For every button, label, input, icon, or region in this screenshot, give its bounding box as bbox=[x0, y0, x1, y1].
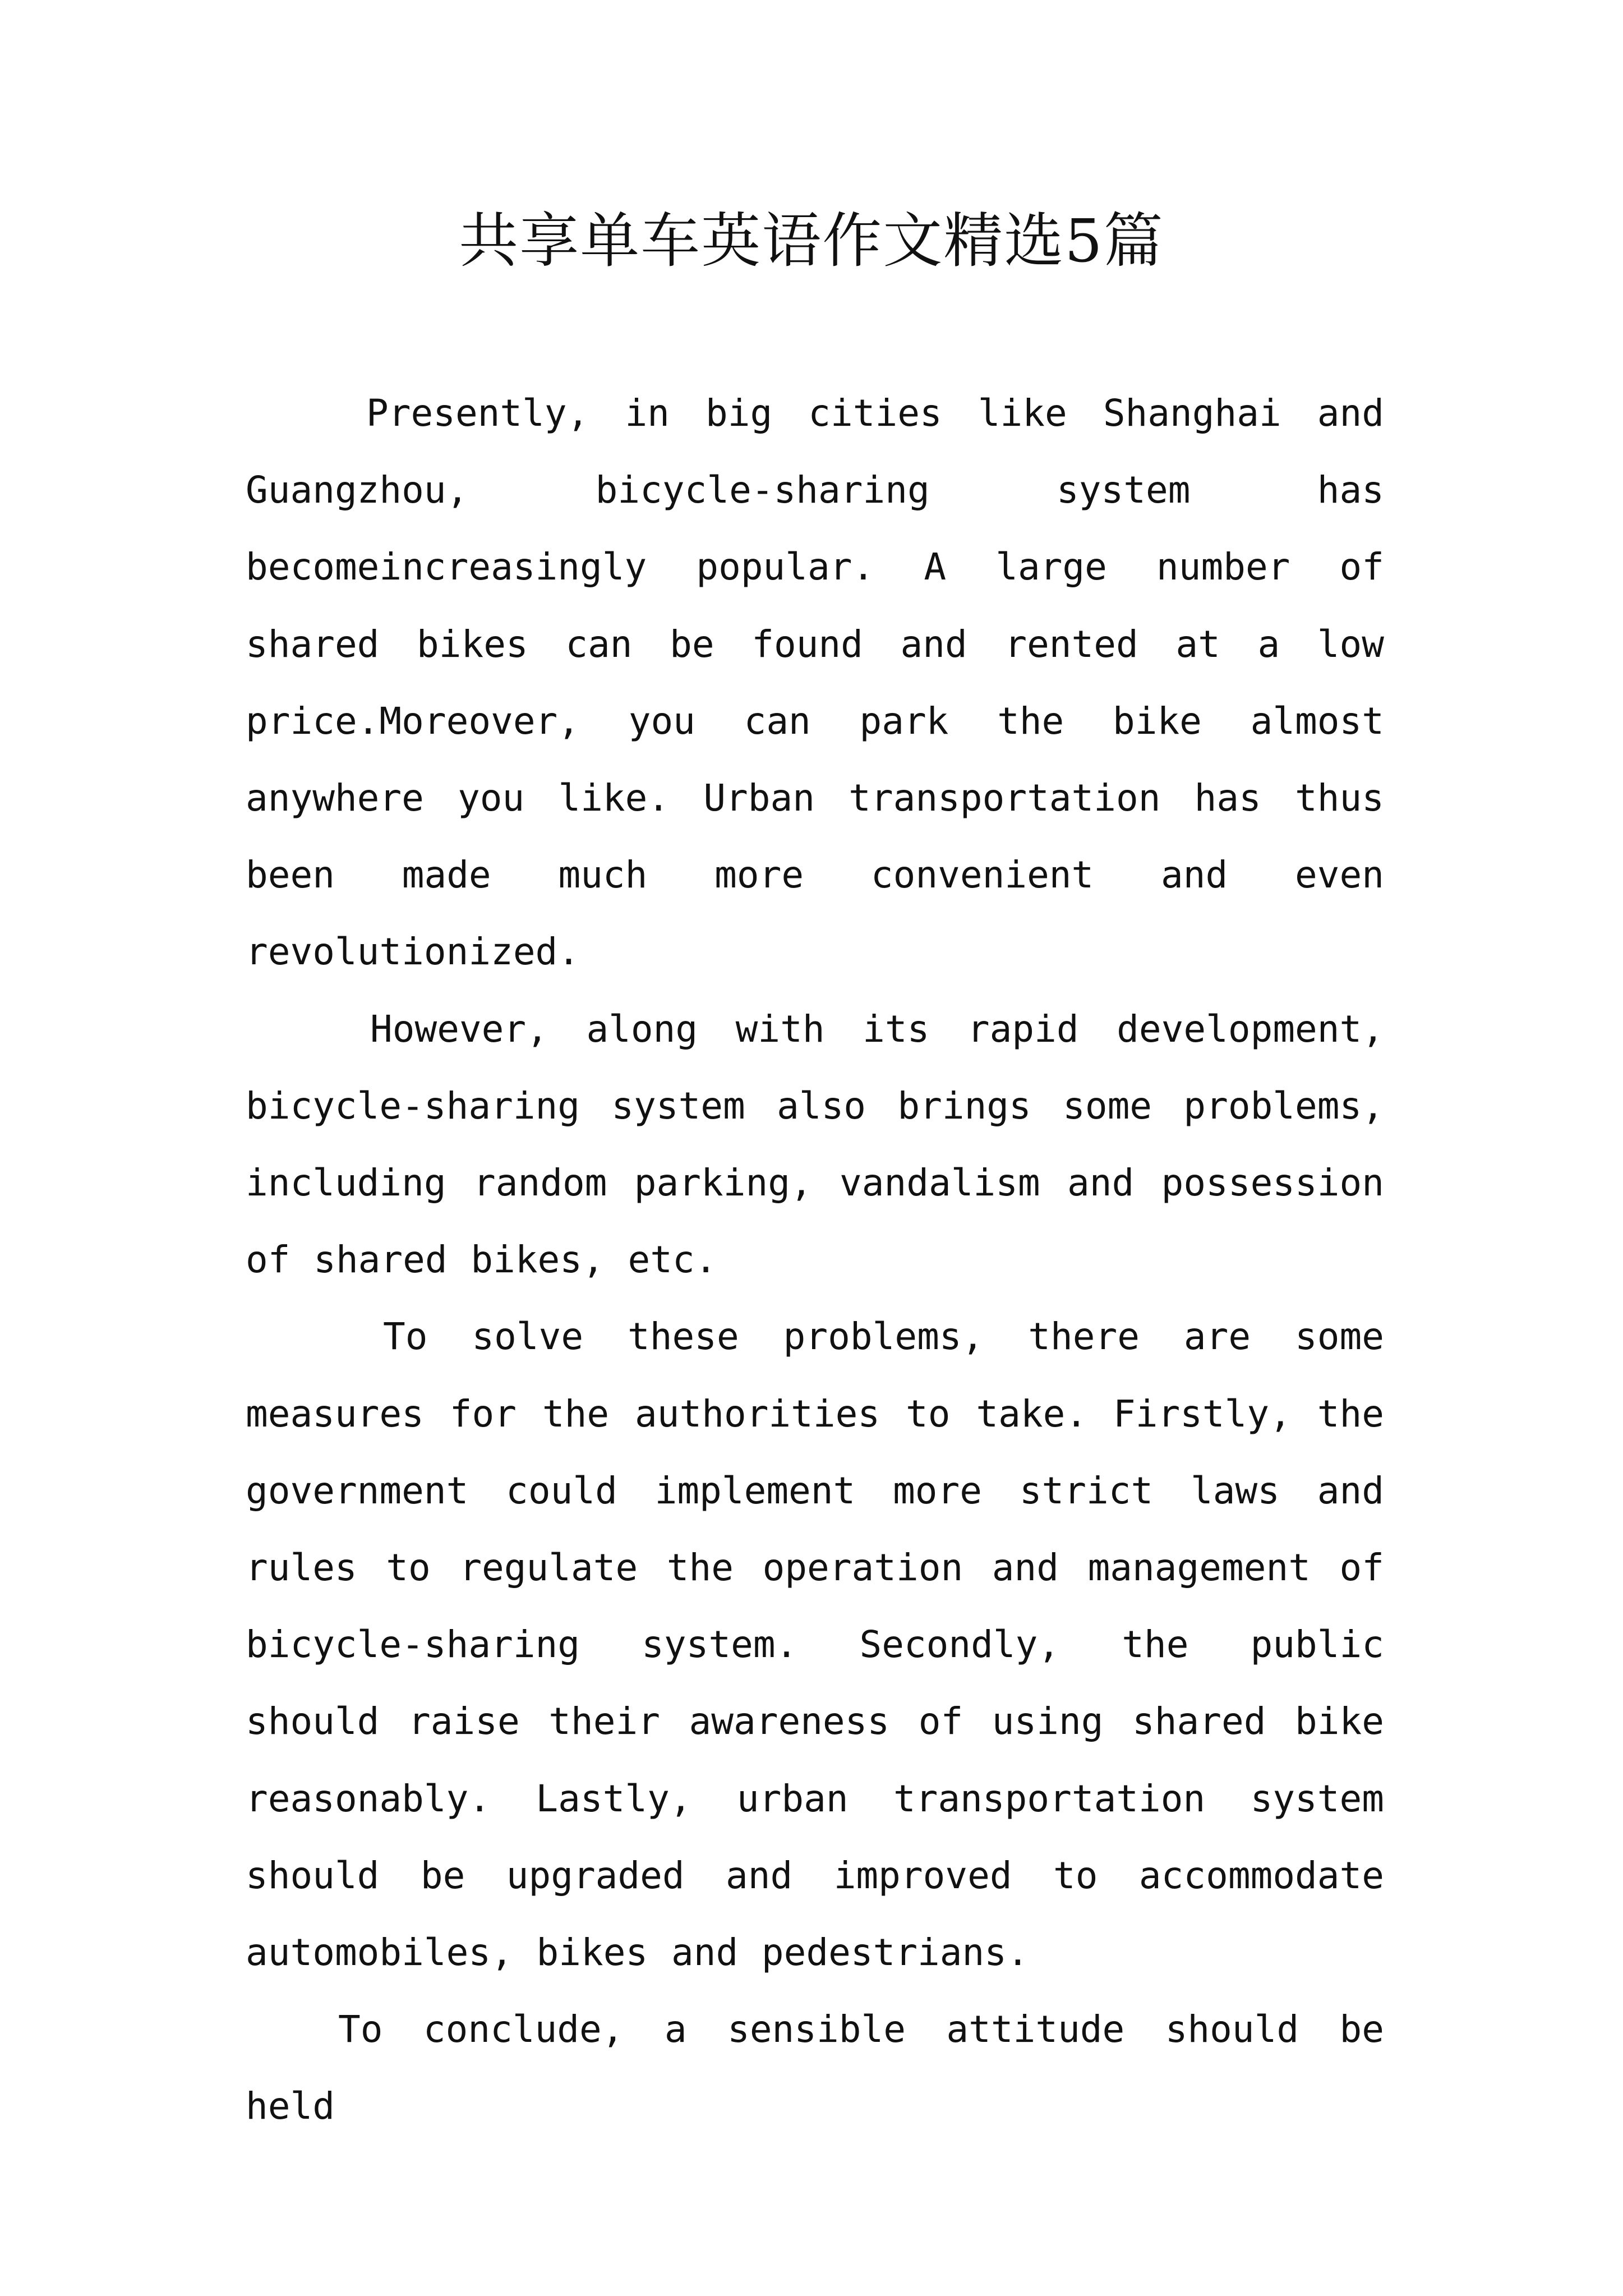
paragraph-1: Presently, in big cities like Shanghai and Guangzhou, bicycle-sharing system has becomeincreasingly popular. A large number of shared bikes can be found and rented at a low price.Moreover, you can park the bike almost anywhere you like. Urban transportation has thus been made much more convenient and even revolutionized. bbox=[246, 392, 1384, 974]
paragraph-2: However, along with its rapid development, bicycle-sharing system also brings some problems, including random parking, vandalism and possession of shared bikes, etc. bbox=[246, 1007, 1384, 1282]
paragraph-3: To solve these problems, there are some measures for the authorities to take. Firstly, the government could implement more strict laws and rules to regulate the operation and management of bicycle-sharing system. Secondly, the public should raise their awareness of using shared bike reasonably. Lastly, urban transportation system should be upgraded and improved to accommodate automobiles, bikes and pedestrians. bbox=[246, 1315, 1384, 1975]
document-title: 共享单车英语作文精选5篇 bbox=[459, 206, 1164, 275]
paragraph-4: To conclude, a sensible attitude should be held bbox=[246, 2008, 1384, 2128]
document-body bbox=[246, 375, 1384, 2145]
